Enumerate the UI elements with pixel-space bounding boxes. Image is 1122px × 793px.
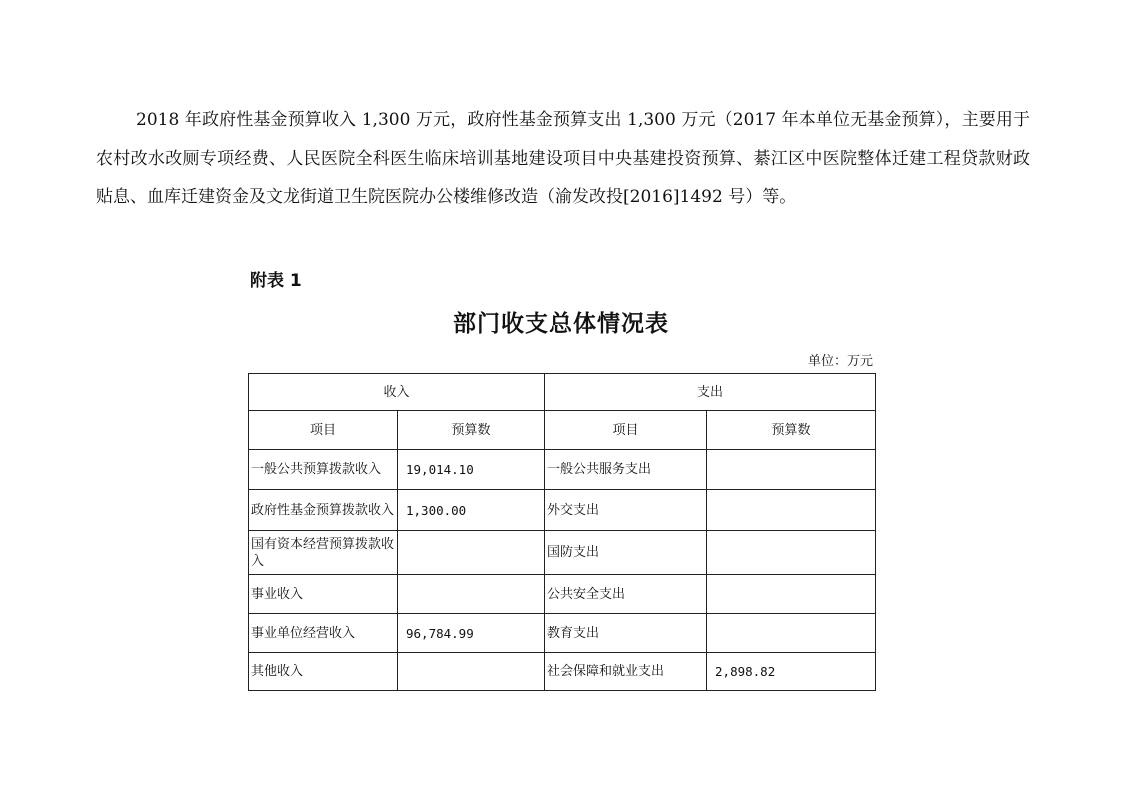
income-value (398, 575, 545, 614)
income-item: 其他收入 (249, 653, 398, 691)
income-item: 事业收入 (249, 575, 398, 614)
table-row (249, 490, 876, 531)
col-header-expense-item: 项目 (545, 411, 707, 450)
expense-header: 支出 (545, 374, 876, 411)
expense-value: 2,898.82 (707, 653, 876, 691)
col-header-income-budget: 预算数 (398, 411, 545, 450)
expense-item: 国防支出 (545, 531, 707, 575)
income-value: 96,784.99 (398, 614, 545, 653)
table-group-header-row (249, 374, 876, 411)
table-row (249, 531, 876, 575)
table-row (249, 614, 876, 653)
expense-value (707, 575, 876, 614)
expense-item: 外交支出 (545, 490, 707, 531)
income-value (398, 531, 545, 575)
expense-value (707, 531, 876, 575)
expense-value (707, 614, 876, 653)
table-column-header-row (249, 411, 876, 450)
expense-item: 一般公共服务支出 (545, 450, 707, 490)
income-value (398, 653, 545, 691)
income-item: 政府性基金预算拨款收入 (249, 490, 398, 531)
expense-item: 社会保障和就业支出 (545, 653, 707, 691)
appendix-label: 附表 1 (250, 271, 302, 291)
expense-value (707, 490, 876, 531)
expense-item: 公共安全支出 (545, 575, 707, 614)
expense-value (707, 450, 876, 490)
budget-table (248, 373, 876, 691)
col-header-expense-budget: 预算数 (707, 411, 876, 450)
col-header-income-item: 项目 (249, 411, 398, 450)
table-title: 部门收支总体情况表 (453, 310, 669, 337)
expense-item: 教育支出 (545, 614, 707, 653)
income-item: 国有资本经营预算拨款收入 (249, 531, 398, 575)
income-value: 19,014.10 (398, 450, 545, 490)
income-value: 1,300.00 (398, 490, 545, 531)
body-paragraph: 2018 年政府性基金预算收入 1,300 万元，政府性基金预算支出 1,300 万元（2017 年本单位无基金预算），主要用于农村改水改厕专项经费、人民医院全科医生临床培训基地建设项目中央基建投资预算、綦江区中医院整体迁建工程贷款财政贴息、血库迁建资金及文龙街道卫生院医院办公楼维修改造（渝发改投[2016]1492 号）等。 (96, 110, 1030, 207)
income-item: 事业单位经营收入 (249, 614, 398, 653)
unit-label: 单位：万元 (807, 354, 873, 369)
table-row (249, 575, 876, 614)
income-header: 收入 (249, 374, 545, 411)
table-row (249, 653, 876, 691)
income-item: 一般公共预算拨款收入 (249, 450, 398, 490)
table-row (249, 450, 876, 490)
